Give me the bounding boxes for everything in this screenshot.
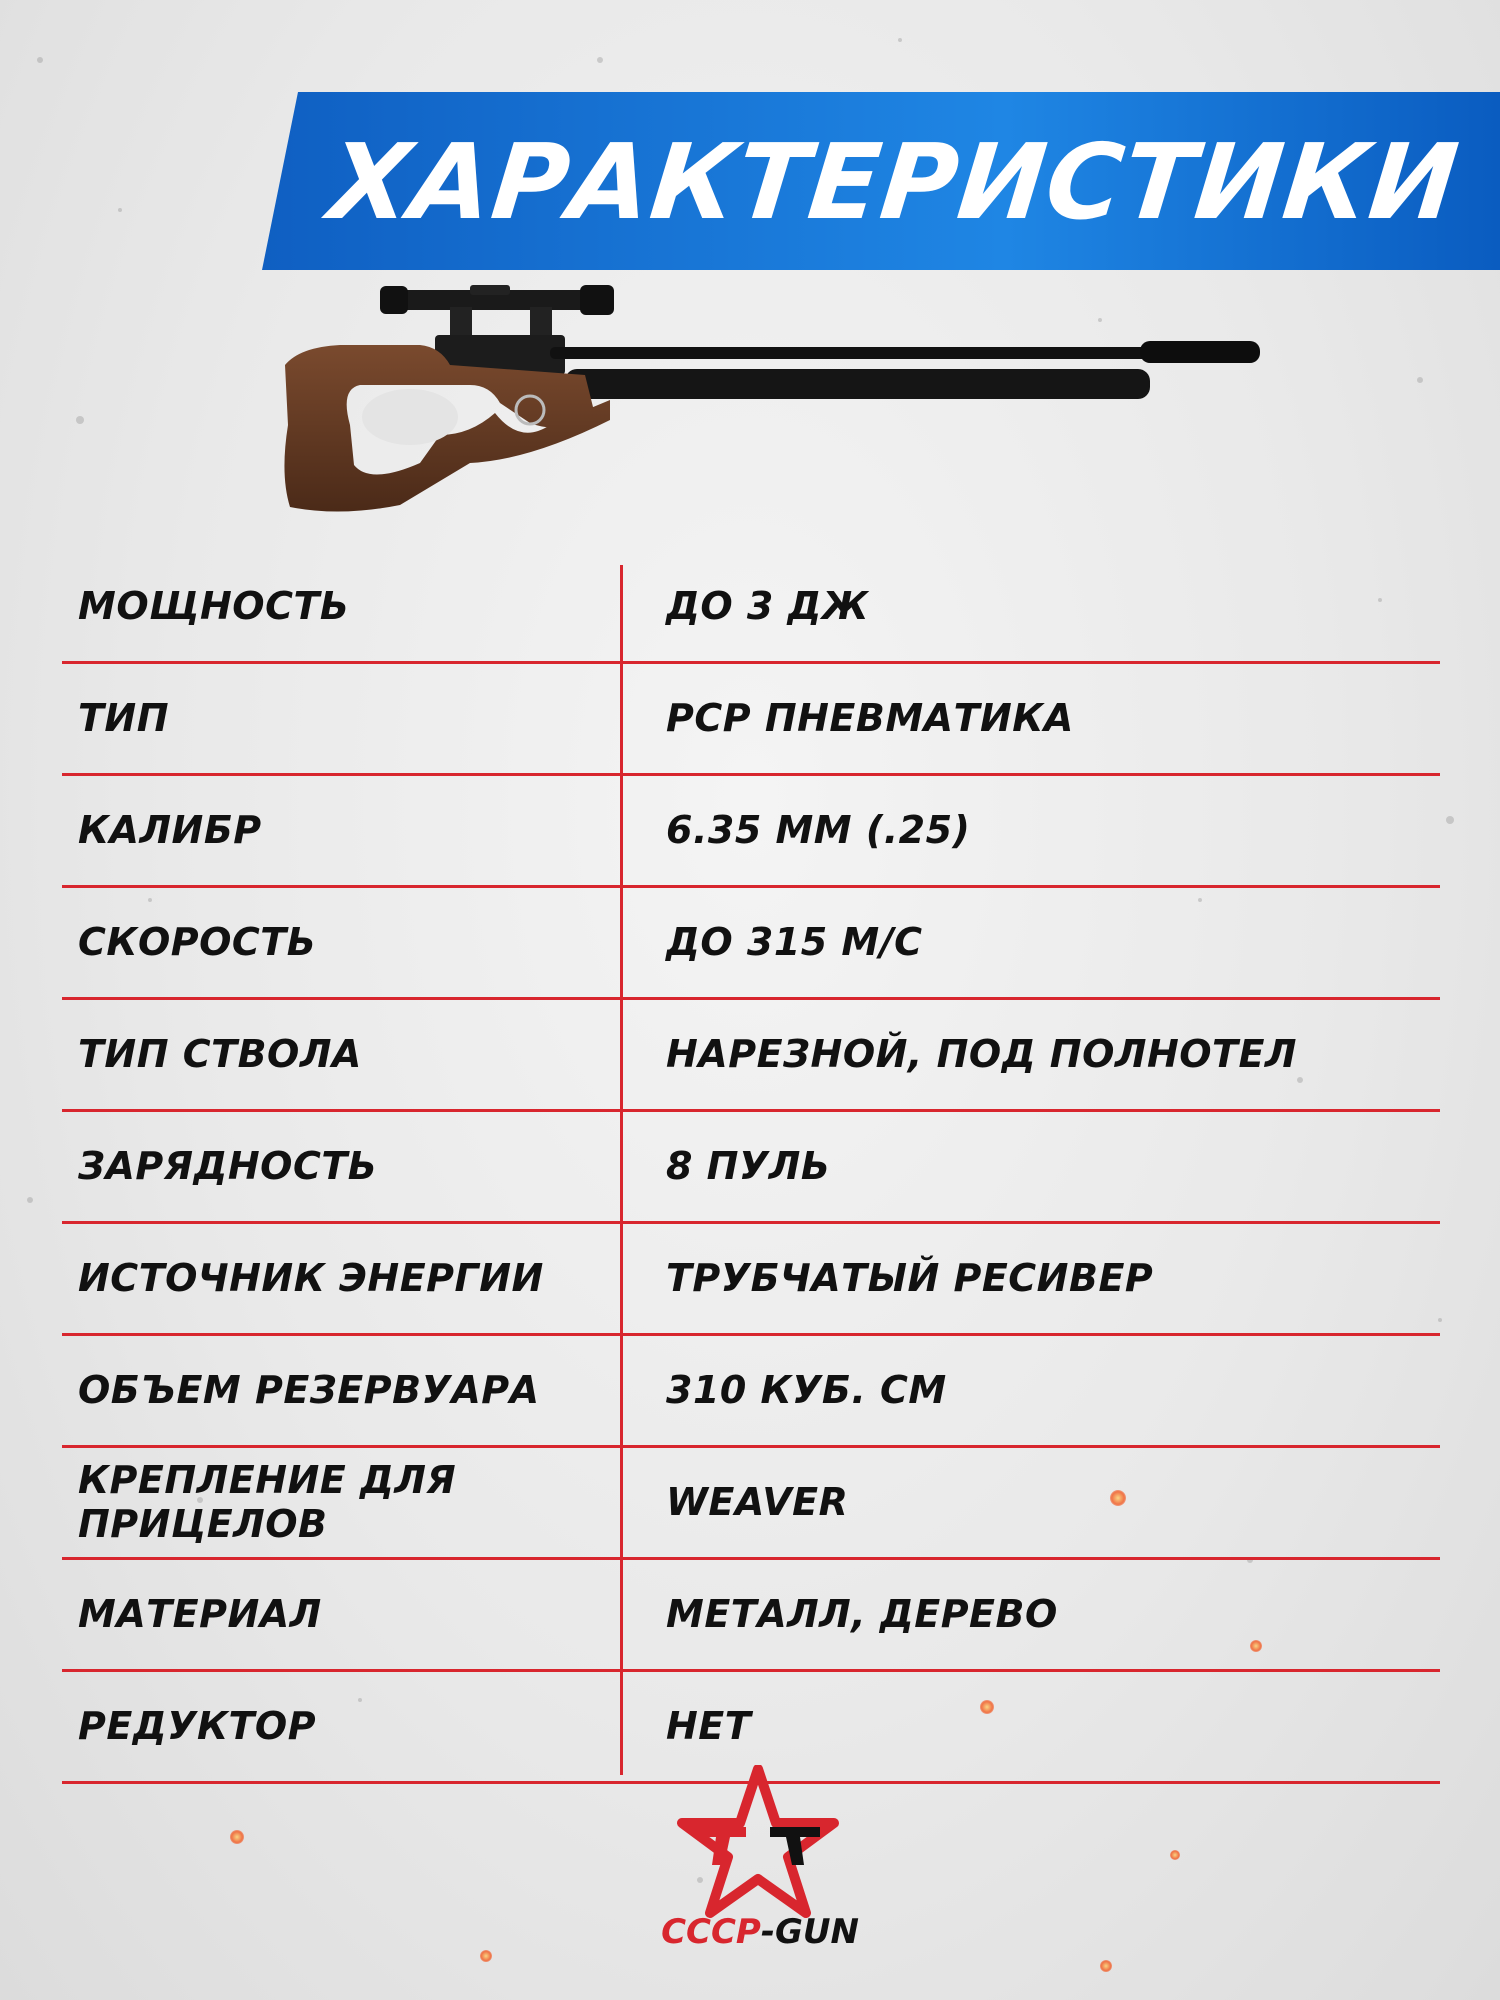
spec-label: ИСТОЧНИК ЭНЕРГИИ (78, 1255, 544, 1300)
brand-name-part1: СССР (661, 1912, 761, 1952)
spec-label: МОЩНОСТЬ (78, 583, 350, 628)
spec-value: ДО 3 ДЖ (666, 583, 869, 628)
page-title: ХАРАКТЕРИСТИКИ (323, 121, 1465, 243)
spec-value: 8 ПУЛЬ (666, 1143, 831, 1188)
spec-value: МЕТАЛЛ, ДЕРЕВО (666, 1591, 1058, 1636)
spec-label: РЕДУКТОР (78, 1703, 317, 1748)
spec-label: СКОРОСТЬ (78, 919, 317, 964)
spec-label: ЗАРЯДНОСТЬ (78, 1143, 378, 1188)
spec-value: WEAVER (666, 1479, 849, 1524)
spec-row-material (62, 1560, 1440, 1672)
spec-value: 6.35 ММ (.25) (666, 807, 971, 852)
spec-row-speed (62, 888, 1440, 1000)
star-pistols-icon (668, 1765, 848, 1925)
spec-row-capacity (62, 1112, 1440, 1224)
spec-value: НЕТ (666, 1703, 752, 1748)
spec-row-scope-mount (62, 1448, 1440, 1560)
spec-value: PCP ПНЕВМАТИКА (666, 695, 1074, 740)
spec-row-tank-volume (62, 1336, 1440, 1448)
spec-label: КРЕПЛЕНИЕ ДЛЯ ПРИЦЕЛОВ (78, 1457, 457, 1546)
spec-row-caliber (62, 776, 1440, 888)
spec-row-type (62, 664, 1440, 776)
spec-row-barrel (62, 1000, 1440, 1112)
spec-row-energy-source (62, 1224, 1440, 1336)
spec-value: 310 КУБ. СМ (666, 1367, 947, 1412)
spec-label: ОБЪЕМ РЕЗЕРВУАРА (78, 1367, 540, 1412)
ember-spark (480, 1950, 492, 1962)
specs-table (62, 552, 1440, 1784)
spec-value: НАРЕЗНОЙ, ПОД ПОЛНОТЕЛ (666, 1031, 1297, 1076)
spec-value: ДО 315 М/С (666, 919, 923, 964)
spec-label: ТИП (78, 695, 170, 740)
ember-spark (1170, 1850, 1180, 1860)
spec-label: КАЛИБР (78, 807, 262, 852)
air-rifle-image (280, 285, 1260, 530)
brand-name-part2: -GUN (760, 1912, 859, 1952)
ember-spark (230, 1830, 244, 1844)
spec-value: ТРУБЧАТЫЙ РЕСИВЕР (666, 1255, 1154, 1300)
spec-label: МАТЕРИАЛ (78, 1591, 322, 1636)
spec-row-power (62, 552, 1440, 664)
ember-spark (1100, 1960, 1112, 1972)
spec-label: ТИП СТВОЛА (78, 1031, 362, 1076)
brand-logo-text (640, 1912, 880, 1962)
